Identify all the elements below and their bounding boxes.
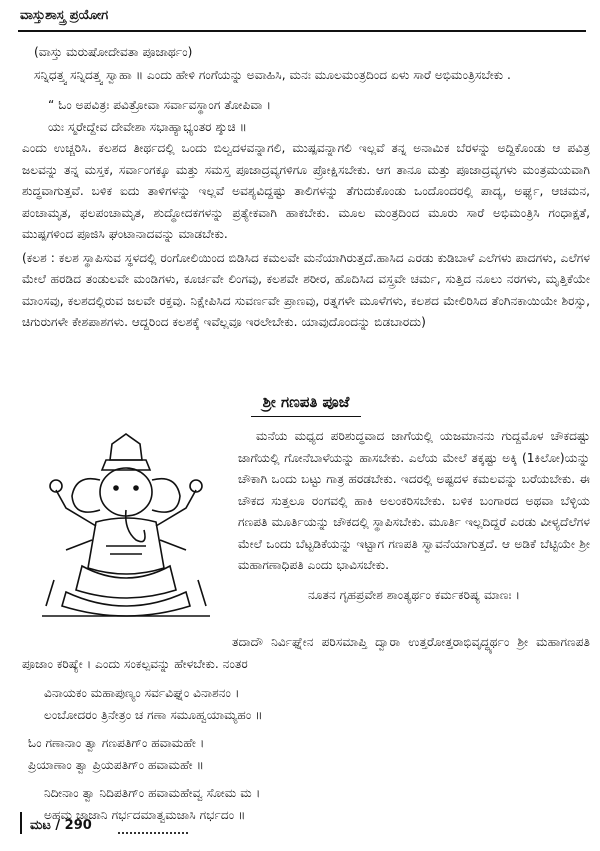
heading-underline: [251, 416, 361, 417]
paragraph: (ಕಲಶ : ಕಲಶ ಸ್ಥಾಪಿಸುವ ಸ್ಥಳದಲ್ಲಿ ರಂಗೋಲಿಯಿಂದ ಬಿಡಿಸಿದ ಕಮಲವೇ ಮನೆಯಾಗಿರುತ್ತದೆ.ಹಾಸಿದ ಎರಡು ಕುಡಿಬಾಳೆ ಎಲೆಗಳು ಪಾದಗಳು, ಎಲೆಗಳ ಮೇಲೆ ಹರಡಿದ ತಂಡುಲವೇ ಮಂಡಿಗಳು, ಕೂರ್ಚವೇ ಲಿಂಗವು, ಕಲಶವೇ ಶರೀರ, ಹೊದಿಸಿದ ವಸ್ತ್ರವೇ ಚರ್ಮ, ಸುತ್ತಿದ ನೂಲು ನರಗಳು, ಮೃತ್ತಿಕೆಯೇ ಮಾಂಸವು, ಕಲಶದಲ್ಲಿರುವ ಜಲವೇ ರಕ್ತವು. ನಿಕ್ಷೇಪಿಸಿದ ಸುವರ್ಣವೇ ಪ್ರಾಣವು, ರತ್ನಗಳೇ ಮೂಳೆಗಳು, ಕಲಶದ ಮೇಲಿರಿಸಿದ ತೆಂಗಿನಕಾಯಿಯೇ ಶಿರಸ್ಸು, ಚಿಗುರುಗಳೇ ಕೇಶಪಾಶಗಳು. ಆದ್ದರಿಂದ ಕಲಶಕ್ಕೆ ಇವೆಲ್ಲವೂ ಇರಲೇಬೇಕು. ಯಾವುದೊಂದನ್ನು ಬಿಡಬಾರದು): [22, 250, 590, 329]
verse-line: ಪ್ರಿಯಾಣಾಂ ತ್ವಾ ಪ್ರಿಯಪತಿಗ್ಂ ಹವಾಮಹೇ ॥: [28, 757, 204, 772]
verse-line: ಓಂ ಗಣಾನಾಂ ತ್ವಾ ಗಣಪತಿಗ್ಂ ಹವಾಮಹೇ ।: [28, 736, 205, 750]
text-beside-figure: [238, 426, 590, 606]
header-rule: [18, 30, 586, 32]
footer-dots: [118, 832, 188, 834]
verse-line: ವಿನಾಯಕಂ ಮಹಾಪುಣ್ಯಂ ಸರ್ವವಿಘ್ನಂ ವಿನಾಶನಂ ।: [44, 686, 240, 700]
paragraph: ತದಾದೌ ನಿರ್ವಿಘ್ನೇನ ಪರಿಸಮಾಪ್ತಿ ದ್ವಾರಾ ಉತ್ತರೋತ್ತರಾಭಿವೃದ್ಧ್ಯರ್ಥಂ ಶ್ರೀ ಮಹಾಗಣಪತಿ ಪೂಜಾಂ ಕರಿಷ್ಯೇ । ಎಂದು ಸಂಕಲ್ಪವನ್ನು ಹೇಳಬೇಕು. ನಂತರ: [22, 635, 590, 671]
footer-rule: [20, 812, 22, 834]
paragraph: ಮನೆಯ ಮಧ್ಯದ ಪರಿಶುದ್ಧವಾದ ಜಾಗೆಯಲ್ಲಿ ಯಜಮಾನನು ಗುದ್ದಮೊಳ ಚೌಕದಷ್ಟು ಜಾಗೆಯಲ್ಲಿ ಗೋನೆಬಾಳೆಯನ್ನು ಹಾಸಬೇಕು. ಎಲೆಯ ಮೇಲೆ ತಕ್ಕಷ್ಟು ಅಕ್ಕಿ (1ಕಿಲೋ)ಯನ್ನು ಚೌಕಾಗಿ ಒಂದು ಬಟ್ಟು ಗಾತ್ರ ಹರಡಬೇಕು. ಇದರಲ್ಲಿ ಅಷ್ಟದಳ ಕಮಲವನ್ನು ಬರೆಯಬೇಕು. ಈ ಚೌಕದ ಸುತ್ತಲೂ ರಂಗವಲ್ಲಿ ಹಾಕಿ ಅಲಂಕರಿಸಬೇಕು. ಬಳಿಕ ಬಂಗಾರದ ಅಥವಾ ಬೆಳ್ಳಿಯ ಗಣಪತಿ ಮೂರ್ತಿಯನ್ನು ಚೌಕದಲ್ಲಿ ಸ್ಥಾಪಿಸಬೇಕು. ಮೂರ್ತಿ ಇಲ್ಲದಿದ್ದರೆ ಎರಡು ವೀಳ್ಯದೆಲೆಗಳ ಮೇಲೆ ಒಂದು ಬೆಟ್ಟಡಿಕೆಯನ್ನು ಇಟ್ಟಾಗ ಗಣಪತಿ ಸ್ವಾವನೆಯಾಗುತ್ತದೆ. ಆ ಅಡಿಕೆ ಬೆಟ್ಟಿಯೇ ಶ್ರೀ ಮಹಾಗಣಾಧಿಪತಿ ಎಂದು ಭಾವಿಸಬೇಕು.: [238, 429, 590, 572]
text-bottom: [22, 632, 590, 826]
section-heading: ಶ್ರೀ ಗಣಪತಿ ಪೂಜೆ: [262, 393, 350, 411]
verse-line: “ ಓಂ ಅಪವಿತ್ರಃ ಪವಿತ್ರೋವಾ ಸರ್ವಾವಸ್ಥಾಂಗ ತೋಪಿವಾ ।: [48, 98, 271, 112]
text-top: [22, 42, 590, 334]
sankalpa-line: ನೂತನ ಗೃಹಪ್ರವೇಶ ಶಾಂತ್ಯರ್ಥಂ ಕರ್ಮಕರಿಷ್ಯ ಮಾಣಃ ।: [307, 587, 521, 602]
verse-line: ಅಹಮ ಜಾಜಾನಿ ಗರ್ಭದಮಾತ್ವಮಜಾಸಿ ಗರ್ಭದಂ ॥: [44, 807, 246, 822]
paragraph: ಸನ್ನಿಧತ್ತ್ವ ಸನ್ನಿದತ್ತ್ವ ಸ್ವಾಹಾ ॥ ಎಂದು ಹೇಳಿ ಗಂಗೆಯನ್ನು ಅವಾಹಿಸಿ, ಮನಃ ಮೂಲಮಂತ್ರದಿಂದ ಏಳು ಸಾರೆ ಅಭಿಮಂತ್ರಿಸಬೇಕು .: [34, 67, 511, 82]
verse-line: ಯಃ ಸ್ಮರೇದ್ದೇವ ದೇವೇಶಾ ಸಭಾಹ್ಯಾಭ್ಯಂತರ ಶ್ಶುಚಿ ॥: [48, 119, 247, 134]
running-head: ವಾಸ್ತುಶಾಸ್ತ್ರ ಪ್ರಯೋಗ: [20, 8, 109, 23]
paragraph: ಎಂದು ಉಚ್ಚರಿಸಿ. ಕಲಶದ ತೀರ್ಥದಲ್ಲಿ ಒಂದು ಬಿಲ್ವದಳವನ್ನಾಗಲಿ, ಮುಷ್ಪವನ್ನಾಗಲಿ ಇಲ್ಲವೆ ತನ್ನ ಅನಾಮಿಕ ಬೆರಳನ್ನು ಅದ್ದಿಕೊಂಡು ಆ ಪವಿತ್ರ ಜಲವನ್ನು ತನ್ನ ಮಸ್ತಕ, ಸರ್ವಾಂಗಕ್ಕೂ ಮತ್ತು ಸಮಸ್ತ ಪೂಜಾದ್ರವ್ಯಗಳಿಗೂ ಪ್ರೋಕ್ಷಿಸಬೇಕು. ಆಗ ತಾನೂ ಮತ್ತು ಪೂಜಾದ್ರವ್ಯಗಳು ಮಂತ್ರಮಯವಾಗಿ ಶುದ್ಧವಾಗುತ್ತವೆ. ಬಳಿಕ ಐದು ತಾಳಿಗಳನ್ನು ಇಲ್ಲವೆ ಅವಶ್ಯವಿದ್ದಷ್ಟು ತಾಲಿಗಳನ್ನು ತೆಗುದುಕೊಂಡು ಒಂದೊಂದರಲ್ಲಿ ಪಾದ್ಯ, ಅರ್ಘ್ಯ, ಆಚಮನ, ಪಂಚಾಮೃತ, ಫಲಪಂಚಾಮೃತ, ಶುದ್ಧೋದಕಗಳನ್ನು ಪ್ರತ್ಯೇಕವಾಗಿ ಹಾಕಬೇಕು. ಮೂಲ ಮಂತ್ರದಿಂದ ಮೂರು ಸಾರೆ ಅಭಿಮಂತ್ರಿಸಿ ಗಂಧಾಕ್ಷತೆ, ಮುಷ್ಪಗಳಿಂದ ಪೂಜಿಸಿ ಘಂಟಾನಾದವನ್ನು ಮಾಡಬೇಕು.: [22, 141, 590, 241]
verse-line: ಲಂಬೋದರಂ ತ್ರಿನೇತ್ರಂ ಚ ಗಣಾ ಸಮೂಹ್ವಯಾಮ್ಯಹಂ ॥: [44, 707, 263, 722]
page-number: ಮಟ / 290: [30, 818, 92, 833]
section-heading-wrap: [22, 392, 590, 417]
ganesha-illustration: [26, 430, 226, 626]
paragraph: (ವಾಸ್ತು ಮರುಷೋದೇವತಾ ಪೂಜಾರ್ಥಂ): [34, 45, 193, 59]
verse-line: ನಿದೀನಾಂ ತ್ವಾ ನಿದಿಪತಿಗ್ಂ ಹವಾಮಹೇವ್ವ ಸೋಮ ಮ ।: [44, 786, 261, 800]
